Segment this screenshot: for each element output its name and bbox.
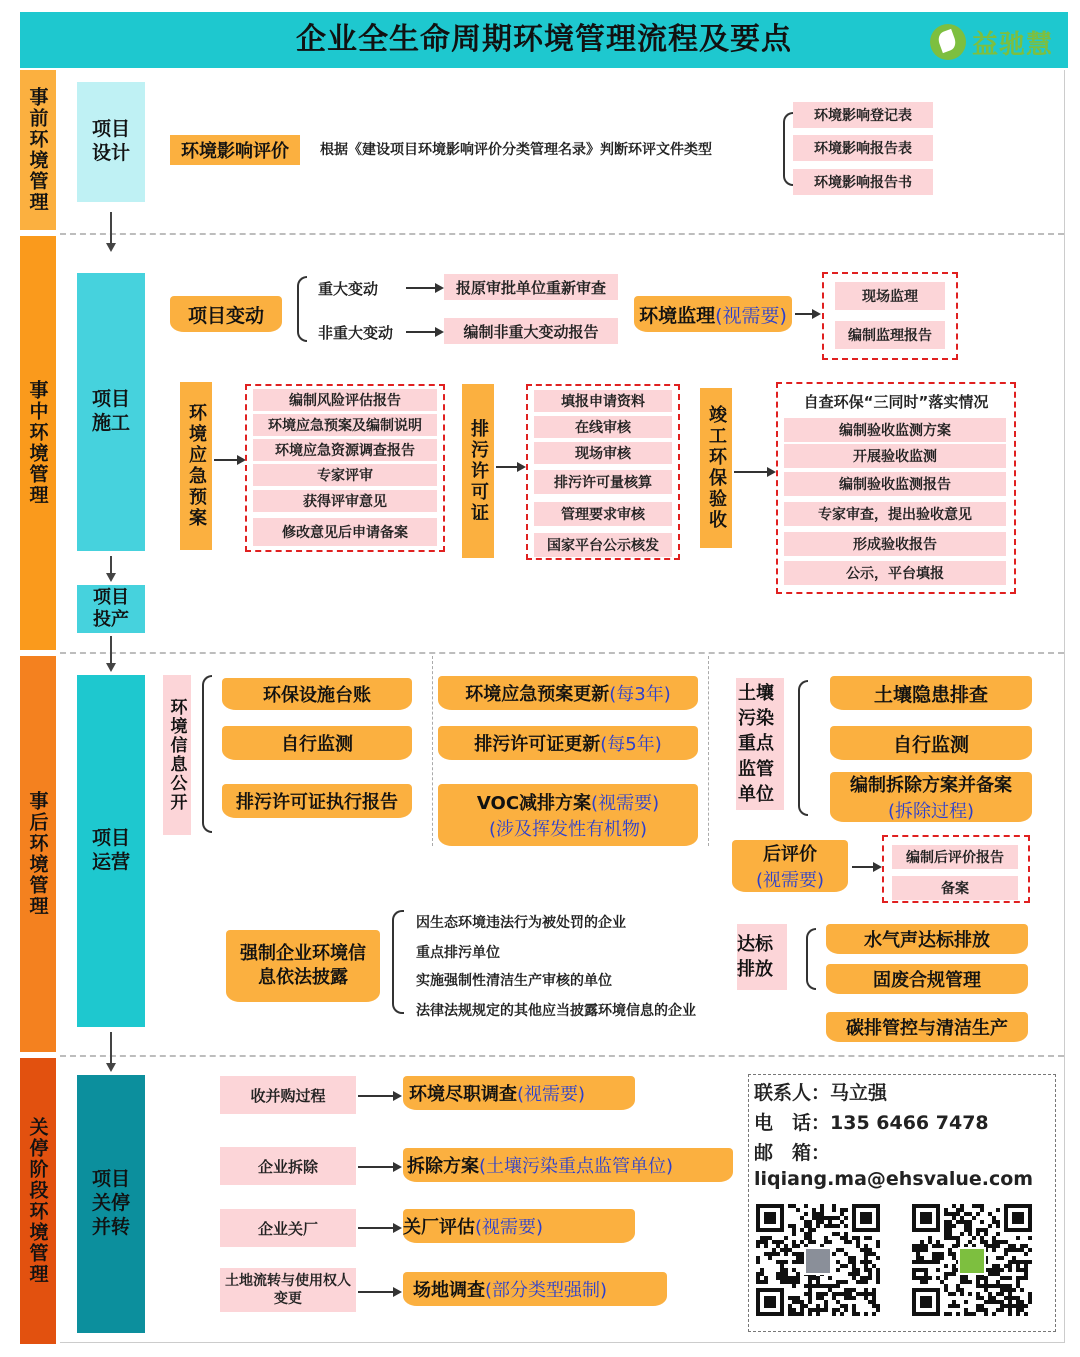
company-qr-code bbox=[912, 1204, 1032, 1318]
minor-change-label: 非重大变动 bbox=[318, 324, 394, 342]
emergency-item: 获得评审意见 bbox=[253, 490, 437, 512]
close-action-label: 拆除方案 bbox=[407, 1156, 479, 1177]
permit-item: 现场审核 bbox=[534, 442, 672, 464]
permit-item: 填报申请资料 bbox=[534, 390, 672, 412]
personal-qr-code bbox=[756, 1204, 880, 1318]
eia-type: 环境影响报告表 bbox=[793, 135, 933, 161]
arrow-down bbox=[110, 212, 112, 250]
voc-note: (视需要) bbox=[591, 793, 660, 814]
supervision-banner bbox=[634, 296, 792, 332]
update-emergency-banner bbox=[438, 676, 698, 710]
separator bbox=[60, 1342, 1064, 1343]
acceptance-item: 开展验收监测 bbox=[784, 444, 1006, 468]
arrow-down bbox=[110, 636, 112, 670]
emergency-item: 环境应急资源调查报告 bbox=[253, 439, 437, 461]
permit-item: 国家平台公示核发 bbox=[534, 533, 672, 557]
soil-banner: 土壤污染重点监管单位 bbox=[736, 678, 784, 810]
standard-banner: 达标排放 bbox=[737, 924, 787, 990]
close-action-note: (视需要) bbox=[475, 1217, 544, 1238]
close-action-note: (土壤污染重点监管单位) bbox=[479, 1156, 674, 1177]
acceptance-item: 编制验收监测方案 bbox=[784, 418, 1006, 442]
acceptance-banner: 竣工环保验收 bbox=[700, 388, 732, 548]
arrow-right bbox=[358, 1166, 400, 1168]
close-event: 企业拆除 bbox=[220, 1147, 356, 1185]
arrow-right bbox=[214, 459, 244, 461]
voc-label: VOC减排方案 bbox=[476, 793, 592, 814]
page-title: 企业全生命周期环境管理流程及要点 bbox=[296, 22, 792, 57]
post-eval-banner bbox=[732, 840, 848, 892]
standard-item: 固废合规管理 bbox=[826, 964, 1028, 994]
close-action-label: 场地调查 bbox=[413, 1280, 485, 1301]
close-action-label: 环境尽职调查 bbox=[409, 1084, 517, 1105]
supervision-item: 编制监理报告 bbox=[835, 321, 945, 349]
divider bbox=[708, 656, 709, 846]
supervision-note: (视需要) bbox=[715, 304, 787, 327]
post-eval-item: 编制后评价报告 bbox=[892, 845, 1018, 869]
brace bbox=[202, 675, 212, 833]
phase-after: 事后环境管理 bbox=[20, 656, 56, 1052]
arrow-right bbox=[734, 471, 774, 473]
permit-item: 在线审核 bbox=[534, 416, 672, 438]
update-permit-banner bbox=[438, 726, 698, 760]
contact-email[interactable]: liqiang.ma@ehsvalue.com bbox=[754, 1168, 1034, 1190]
emergency-item: 编制风险评估报告 bbox=[253, 389, 437, 411]
stage-operate: 项目运营 bbox=[77, 675, 145, 1027]
mandatory-item: 法律法规规定的其他应当披露环境信息的企业 bbox=[416, 1003, 696, 1019]
acceptance-item: 编制验收监测报告 bbox=[784, 472, 1006, 496]
close-action-note: (部分类型强制) bbox=[485, 1280, 608, 1301]
minor-change-action: 编制非重大变动报告 bbox=[444, 318, 618, 344]
contact-person: 联系人：马立强 bbox=[754, 1082, 888, 1104]
eia-banner: 环境影响评价 bbox=[170, 135, 300, 165]
emergency-plan-banner: 环境应急预案 bbox=[180, 382, 212, 550]
brand-logo bbox=[930, 22, 1053, 62]
separator bbox=[60, 233, 1064, 235]
acceptance-item: 自查环保“三同时”落实情况 bbox=[803, 393, 989, 411]
close-action bbox=[403, 1209, 635, 1243]
acceptance-item: 公示，平台填报 bbox=[784, 561, 1006, 585]
phase-close: 关停阶段环境管理 bbox=[20, 1058, 56, 1344]
mandatory-item: 因生态环境违法行为被处罚的企业 bbox=[416, 915, 626, 931]
arrow-right bbox=[496, 466, 524, 468]
emergency-item: 专家评审 bbox=[253, 464, 437, 486]
stage-production: 项目投产 bbox=[77, 585, 145, 633]
mandatory-disclosure-banner: 强制企业环境信息依法披露 bbox=[226, 930, 380, 1002]
update-emergency-label: 环境应急预案更新 bbox=[465, 684, 610, 705]
brace bbox=[392, 910, 404, 1014]
brace bbox=[783, 112, 793, 186]
separator bbox=[60, 652, 1064, 654]
soil-demolition bbox=[830, 772, 1032, 822]
eia-type: 环境影响报告书 bbox=[793, 169, 933, 195]
carbon-banner: 碳排管控与清洁生产 bbox=[826, 1012, 1028, 1042]
soil-item: 土壤隐患排查 bbox=[830, 676, 1032, 710]
divider bbox=[432, 656, 433, 846]
permit-item: 排污许可量核算 bbox=[534, 470, 672, 494]
stage-design: 项目设计 bbox=[77, 82, 145, 202]
close-action bbox=[403, 1272, 667, 1306]
soil-note: (拆除过程) bbox=[887, 801, 975, 822]
separator bbox=[60, 1055, 1064, 1057]
disclosure-item: 环保设施台账 bbox=[222, 678, 412, 710]
close-action bbox=[403, 1076, 635, 1110]
disclosure-item: 排污许可证执行报告 bbox=[222, 784, 412, 818]
arrow-right bbox=[795, 313, 819, 315]
emergency-item: 修改意见后申请备案 bbox=[253, 518, 437, 546]
arrow-right bbox=[406, 287, 442, 289]
arrow-down bbox=[110, 556, 112, 580]
voc-note-2: (涉及挥发性有机物) bbox=[488, 819, 648, 840]
phase-pre: 事前环境管理 bbox=[20, 70, 56, 230]
arrow-right bbox=[852, 866, 880, 868]
stage-close: 项目关停并转 bbox=[77, 1075, 145, 1333]
mandatory-item: 实施强制性清洁生产审核的单位 bbox=[416, 973, 612, 989]
brace bbox=[297, 276, 307, 342]
arrow-right bbox=[358, 1095, 400, 1097]
close-action-label: 关厂评估 bbox=[403, 1217, 475, 1238]
brace bbox=[806, 928, 816, 990]
supervision-label: 环境监理 bbox=[639, 304, 716, 327]
mandatory-item: 重点排污单位 bbox=[416, 945, 500, 961]
eia-type: 环境影响登记表 bbox=[793, 102, 933, 128]
arrow-right bbox=[358, 1227, 400, 1229]
post-eval-note: (视需要) bbox=[755, 870, 825, 891]
major-change-label: 重大变动 bbox=[318, 280, 379, 298]
disclosure-item: 自行监测 bbox=[222, 726, 412, 760]
major-change-action: 报原审批单位重新审查 bbox=[444, 274, 618, 300]
contact-phone: 电 话：135 6466 7478 bbox=[754, 1112, 989, 1134]
brace bbox=[798, 680, 808, 816]
post-eval-label: 后评价 bbox=[763, 844, 817, 865]
acceptance-item: 形成验收报告 bbox=[784, 532, 1006, 556]
close-event: 收并购过程 bbox=[220, 1076, 356, 1114]
arrow-down bbox=[110, 1032, 112, 1070]
close-action-note: (视需要) bbox=[517, 1084, 586, 1105]
logo-text: 益驰慧 bbox=[972, 29, 1054, 60]
soil-item: 编制拆除方案并备案 bbox=[850, 775, 1012, 796]
acceptance-item: 专家审查，提出验收意见 bbox=[784, 502, 1006, 526]
disclosure-banner: 环境信息公开 bbox=[163, 675, 191, 835]
emergency-item: 环境应急预案及编制说明 bbox=[253, 414, 437, 436]
contact-email-label: 邮 箱： bbox=[754, 1142, 831, 1164]
border-right bbox=[1064, 70, 1065, 1343]
arrow-right bbox=[358, 1291, 400, 1293]
permit-banner: 排污许可证 bbox=[462, 384, 494, 558]
permit-item: 管理要求审核 bbox=[534, 502, 672, 526]
close-event: 土地流转与使用权人变更 bbox=[220, 1268, 356, 1312]
eia-description: 根据《建设项目环境影响评价分类管理名录》判断环评文件类型 bbox=[320, 142, 712, 158]
update-permit-note: (每5年) bbox=[600, 734, 662, 755]
arrow-right bbox=[406, 331, 442, 333]
leaf-logo-icon bbox=[930, 24, 966, 60]
supervision-item: 现场监理 bbox=[835, 282, 945, 310]
stage-construct: 项目施工 bbox=[77, 273, 145, 551]
post-eval-item: 备案 bbox=[892, 876, 1018, 900]
change-banner: 项目变动 bbox=[170, 296, 282, 332]
update-permit-label: 排污许可证更新 bbox=[474, 734, 601, 755]
voc-banner bbox=[438, 784, 698, 846]
close-action bbox=[403, 1148, 733, 1182]
close-event: 企业关厂 bbox=[220, 1209, 356, 1247]
phase-during: 事中环境管理 bbox=[20, 236, 56, 650]
update-emergency-note: (每3年) bbox=[609, 684, 671, 705]
soil-item: 自行监测 bbox=[830, 726, 1032, 760]
standard-item: 水气声达标排放 bbox=[826, 924, 1028, 954]
